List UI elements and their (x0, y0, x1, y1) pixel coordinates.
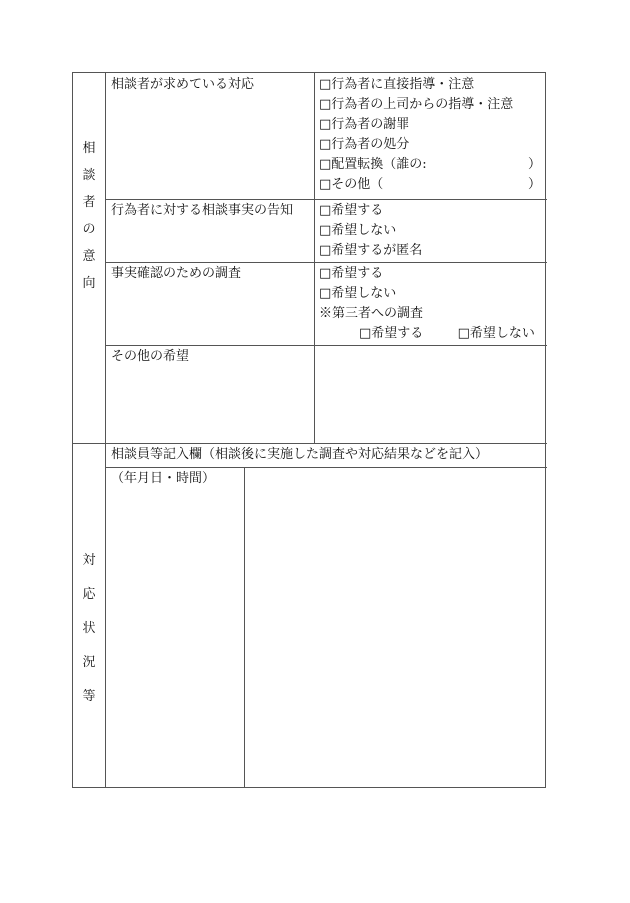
investigation-options (319, 264, 541, 344)
checkbox-option[interactable]: □行為者の上司からの指導・注意 (319, 97, 514, 112)
section2-label-char: 状 (82, 621, 96, 636)
response-notes-field[interactable] (245, 468, 545, 786)
section2-label-char: 況 (82, 655, 96, 670)
notification-label: 行為者に対する相談事実の告知 (111, 203, 294, 218)
section1-label-char: 者 (82, 195, 96, 210)
section1-vertical-label (73, 135, 105, 297)
row-divider (105, 262, 547, 263)
other-wishes-label: その他の希望 (111, 349, 190, 364)
date-time-label: （年月日・時間） (111, 471, 216, 486)
other-wishes-field[interactable] (315, 346, 546, 442)
section1-label-char: 向 (82, 276, 96, 291)
counselor-notes-header: 相談員等記入欄（相談後に実施した調査や対応結果などを記入） (111, 447, 489, 462)
consultation-form (72, 72, 546, 788)
checkbox-option[interactable]: □希望する (319, 266, 384, 281)
section-divider (73, 443, 547, 444)
section2-vertical-label (73, 544, 105, 714)
notification-options (319, 201, 422, 261)
section2-label-char: 等 (82, 689, 96, 704)
third-party-note: ※第三者への調査 (319, 306, 424, 321)
section2-label-char: 応 (82, 587, 96, 602)
requested-response-label: 相談者が求めている対応 (111, 77, 255, 92)
checkbox-option[interactable]: □行為者の謝罪 (319, 117, 410, 132)
checkbox-option[interactable]: □希望する (359, 326, 424, 341)
checkbox-option[interactable]: □希望しない (319, 223, 397, 238)
checkbox-option[interactable]: □その他（ (319, 177, 384, 192)
checkbox-option[interactable]: □希望しない (457, 326, 535, 341)
checkbox-option[interactable]: □希望するが匿名 (319, 243, 423, 258)
section1-label-char: 談 (82, 168, 96, 183)
checkbox-option[interactable]: □希望する (319, 203, 384, 218)
checkbox-option[interactable]: □希望しない (319, 286, 397, 301)
checkbox-option[interactable]: □配置転換（誰の: (319, 157, 427, 172)
row-divider (105, 199, 547, 200)
date-time-field[interactable] (106, 491, 243, 785)
section1-label-char: 相 (82, 141, 96, 156)
close-paren: ） (527, 157, 541, 172)
section2-label-char: 対 (82, 553, 96, 568)
investigation-label: 事実確認のための調査 (111, 266, 242, 281)
close-paren: ） (527, 177, 541, 192)
checkbox-option[interactable]: □行為者に直接指導・注意 (319, 77, 475, 92)
section1-label-char: の (82, 222, 96, 237)
section1-label-char: 意 (82, 249, 96, 264)
requested-response-options (319, 75, 541, 195)
checkbox-option[interactable]: □行為者の処分 (319, 137, 410, 152)
